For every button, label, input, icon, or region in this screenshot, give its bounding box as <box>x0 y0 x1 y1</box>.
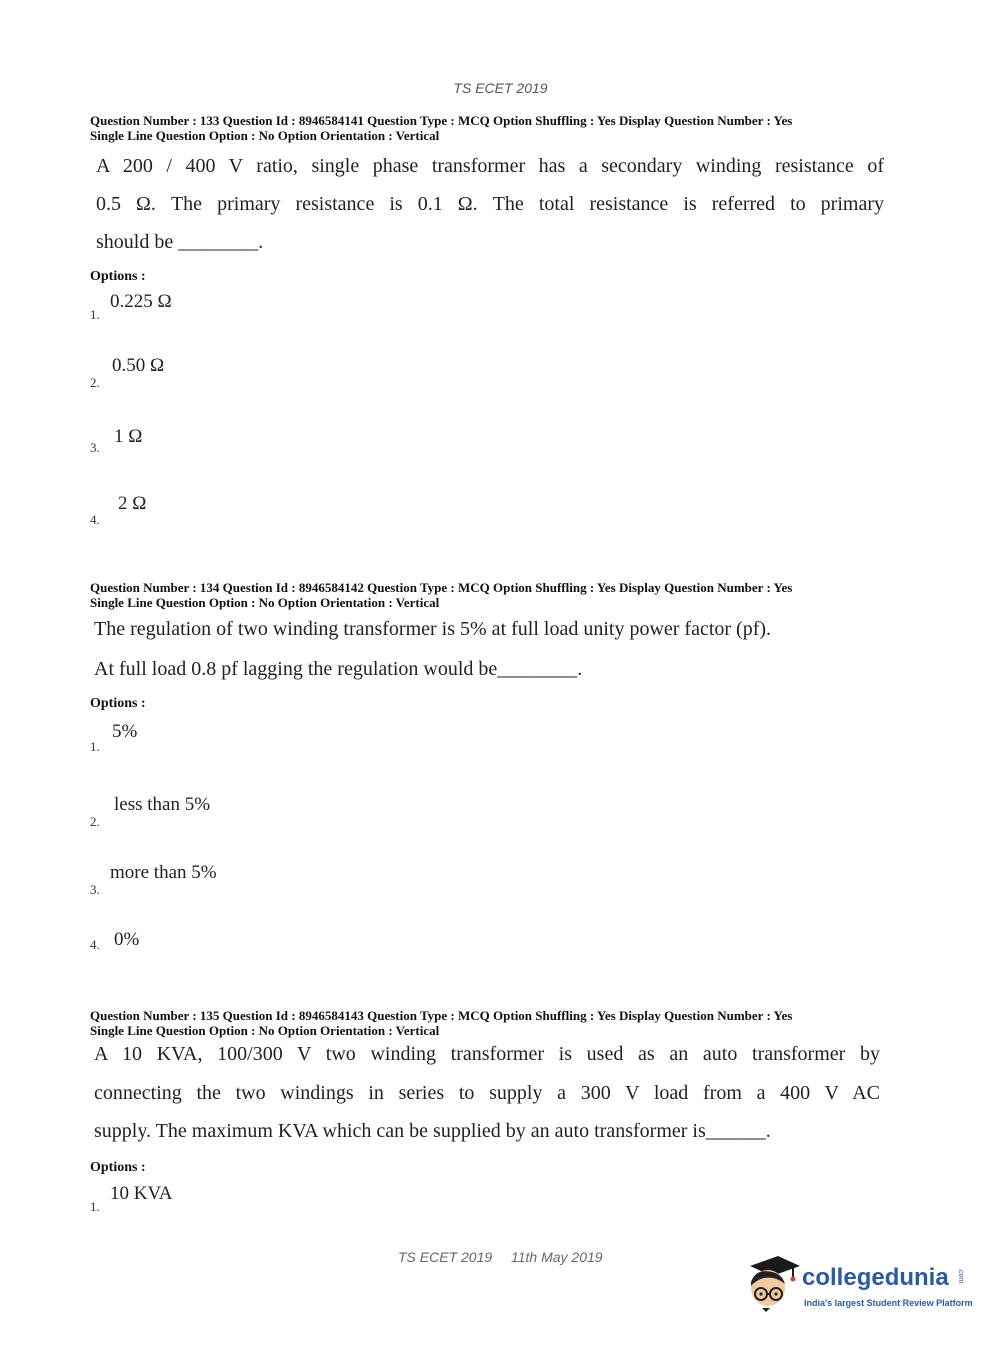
question-134-meta-line2: Single Line Question Option : No Option Orientation : Vertical <box>90 595 440 610</box>
question-133-option-1[interactable]: 0.225 Ω <box>110 291 172 312</box>
question-135-option-1[interactable]: 10 KVA <box>110 1183 173 1204</box>
question-133-meta-line2: Single Line Question Option : No Option Orientation : Vertical <box>90 128 440 143</box>
question-133-text-line2: 0.5 Ω. The primary resistance is 0.1 Ω. The total resistance is referred to primary <box>96 193 884 215</box>
question-135-text-line1: A 10 KVA, 100/300 V two winding transformer is used as an auto transformer by <box>94 1043 880 1065</box>
collegedunia-tagline: India's largest Student Review Platform <box>804 1298 973 1308</box>
question-133-text-line3: should be ________. <box>96 231 264 253</box>
question-133-option-3-number: 3. <box>90 440 100 455</box>
question-134-option-1-number: 1. <box>90 739 100 754</box>
question-134-options-label: Options : <box>90 696 146 711</box>
question-134-option-2[interactable]: less than 5% <box>114 794 211 815</box>
question-133-options-label: Options : <box>90 269 146 284</box>
question-135-options-label: Options : <box>90 1160 146 1175</box>
question-135-text-line3: supply. The maximum KVA which can be supplied by an auto transformer is______. <box>94 1120 771 1142</box>
footer-exam-name: TS ECET 2019 <box>398 1249 493 1265</box>
question-134-text-line1: The regulation of two winding transformer is 5% at full load unity power factor (pf). <box>94 618 772 640</box>
collegedunia-logo-text: collegedunia <box>802 1264 949 1291</box>
question-134-option-2-number: 2. <box>90 814 100 829</box>
question-133-option-4[interactable]: 2 Ω <box>118 493 147 514</box>
question-133-text-line1: A 200 / 400 V ratio, single phase transformer has a secondary winding resistance of <box>96 155 884 177</box>
question-135-text-line2: connecting the two windings in series to supply a 300 V load from a 400 V AC <box>94 1082 880 1104</box>
question-134-option-3[interactable]: more than 5% <box>110 862 217 883</box>
footer-exam-date: 11th May 2019 <box>511 1249 603 1265</box>
page-header-title: TS ECET 2019 <box>453 80 548 96</box>
question-134-option-3-number: 3. <box>90 882 100 897</box>
question-135-meta-line1: Question Number : 135 Question Id : 8946584143 Question Type : MCQ Option Shuffling : Yes Display Question Number : Yes <box>90 1008 793 1023</box>
question-134-text-line2: At full load 0.8 pf lagging the regulation would be________. <box>94 658 583 680</box>
question-135-option-1-number: 1. <box>90 1199 100 1214</box>
question-133-option-4-number: 4. <box>90 512 100 527</box>
collegedunia-logo-suffix: .com <box>957 1268 964 1284</box>
question-134-meta-line1: Question Number : 134 Question Id : 8946584142 Question Type : MCQ Option Shuffling : Yes Display Question Number : Yes <box>90 580 793 595</box>
collegedunia-mascot-icon <box>742 1250 802 1312</box>
question-133-meta-line1: Question Number : 133 Question Id : 8946584141 Question Type : MCQ Option Shuffling : Yes Display Question Number : Yes <box>90 113 793 128</box>
question-134-option-1[interactable]: 5% <box>112 721 138 742</box>
question-133-option-3[interactable]: 1 Ω <box>114 426 143 447</box>
question-134-option-4-number: 4. <box>90 937 100 952</box>
question-133-option-1-number: 1. <box>90 307 100 322</box>
question-135-meta-line2: Single Line Question Option : No Option Orientation : Vertical <box>90 1023 440 1038</box>
question-134-option-4[interactable]: 0% <box>114 929 140 950</box>
question-133-option-2[interactable]: 0.50 Ω <box>112 355 165 376</box>
question-133-option-2-number: 2. <box>90 375 100 390</box>
